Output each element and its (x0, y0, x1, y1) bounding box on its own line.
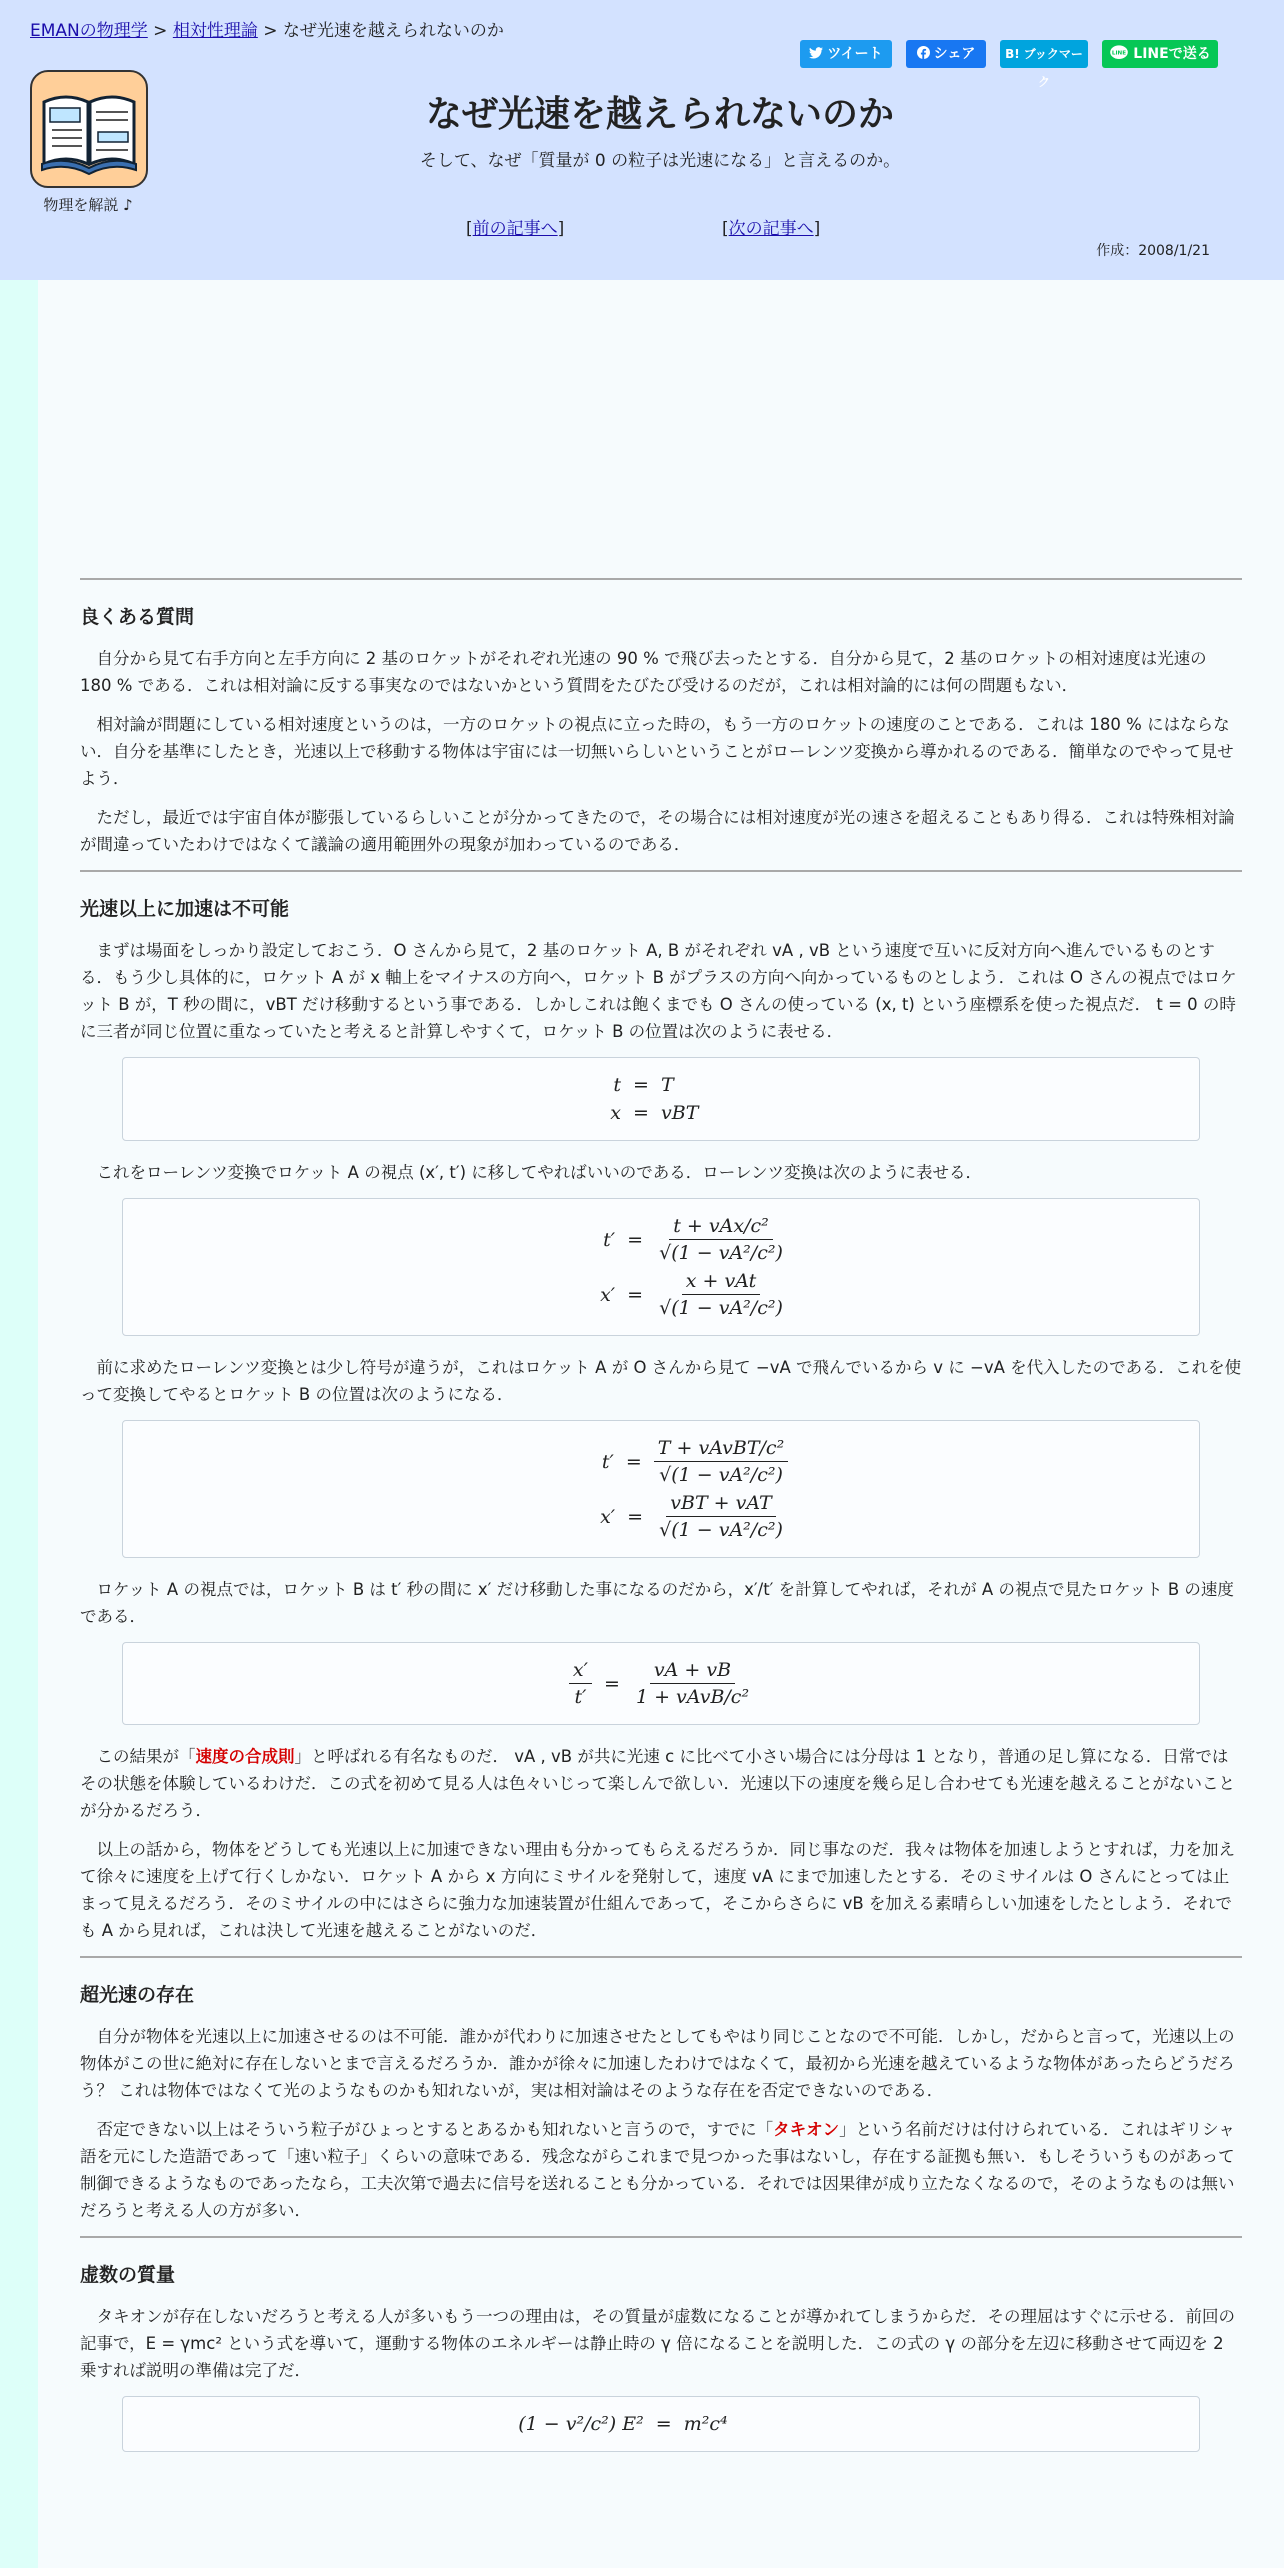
text: 否定できない以上はそういう粒子がひょっとするとあるかも知れないと言うので，すでに「 (96, 2120, 774, 2139)
bracket: [ (466, 219, 473, 239)
twitter-bird-icon (809, 40, 823, 68)
line-send-button[interactable] (1102, 40, 1218, 68)
hatena-b-icon: B! (1005, 47, 1020, 61)
text: 」と呼ばれる有名なものだ． vA , vB が共に光速 c に比べて小さい場合には分母は 1 となり，普通の足し算になる．日常ではその状態を体験しているわけだ．この式を初めて見る人は色々いじって楽しんで欲しい．光速以下の速度を幾ら足し合わせても光速を越えることがないことが分かるだろう． (80, 1747, 1235, 1820)
section-heading: 超光速の存在 (80, 1984, 195, 2006)
paragraph: ただし，最近では宇宙自体が膨張しているらしいことが分かってきたので，その場合には相対速度が光の速さを超えることもあり得る．これは特殊相対論が間違っていたわけではなくて議論の適用範囲外の現象が加わっているのである． (80, 808, 1235, 854)
facebook-share-button[interactable] (906, 40, 986, 68)
paragraph: 前に求めたローレンツ変換とは少し符号が違うが，これはロケット A が O さんから見て −vA で飛んでいるから v に −vA を代入したのである．これを使って変換してやるとロケット B の位置は次のようになる． (80, 1358, 1242, 1404)
page-subtitle: そして、なぜ「質量が 0 の粒子は光速になる」と言えるのか。 (419, 151, 901, 171)
denominator: √(1 − vA²/c²) (659, 1519, 783, 1541)
fraction (632, 1659, 753, 1708)
fraction (655, 1270, 787, 1319)
paragraph: これをローレンツ変換でロケット A の視点 (x′, t′) に移してやればいいのである．ローレンツ変換は次のように表せる． (96, 1163, 983, 1182)
bracket: [ (722, 219, 729, 239)
eq-rhs: T (661, 1074, 674, 1096)
text: 」という名前だけは付けられている．これはギリシャ語を元にした造語であって「速い粒子」くらいの意味である．残念ながらこれまで見つかった事はないし，存在する証拠も無い．もしそういうものがあって制御できるようなものであったなら，工夫次第で過去に信号を送れることも分かっている．それでは因果律が成り立たなくなるので，そのようなものは無いだろうと考える人の方が多い． (80, 2120, 1235, 2220)
bracket: ] (813, 219, 821, 239)
numerator: vBT + vAT (666, 1492, 775, 1517)
next-article-link[interactable]: 次の記事へ (728, 219, 814, 239)
eq-rhs: vBT (661, 1102, 699, 1124)
section-heading: 光速以上に加速は不可能 (80, 898, 290, 920)
paragraph (80, 2116, 1242, 2224)
prev-article-link[interactable]: 前の記事へ (472, 219, 558, 239)
breadcrumb-separator: > (153, 21, 168, 41)
paragraph: 相対論が問題にしている相対速度というのは，一方のロケットの視点に立った時の，もう一方のロケットの速度のことである．これは 180 % にはならない．自分を基準にしたとき，光速以上で移動する物体は宇宙には一切無いらしいということがローレンツ変換から導かれるのである．簡単なのでやって見せよう． (80, 715, 1234, 788)
equation-box: t′ = $\frac{\text{t + vAx/c²}}{\text{√(1 − vA²/c²)}}$ x′ = $\frac{\text{x + vAt}}{\text{√(1 − vA²/c²)}}$ (122, 1198, 1200, 1336)
eq-lhs: t′ (603, 1228, 616, 1251)
line-icon (1109, 40, 1129, 68)
paragraph: タキオンが存在しないだろうと考える人が多いもう一つの理由は，その質量が虚数になることが導かれてしまうからだ．その理屈はすぐに示せる．前回の記事で，E = γmc² という式を導いて，運動する物体のエネルギーは静止時の γ 倍になることを説明した．この式の γ の部分を左辺に移動させて両辺を 2 乗すれば説明の準備は完了だ． (80, 2307, 1235, 2380)
equation-box: (1 − v²/c²) E² = m²c⁴ (122, 2396, 1200, 2452)
fraction (655, 1215, 787, 1264)
section-divider (80, 2236, 1242, 2238)
ad-space (80, 280, 1242, 578)
eq-lhs: x′ (600, 1283, 616, 1306)
denominator: √(1 − vA²/c²) (659, 1242, 783, 1264)
numerator: x + vAt (682, 1270, 760, 1295)
page-header (0, 0, 1284, 280)
line-send-label: LINEで送る (1133, 46, 1211, 62)
paragraph (80, 1743, 1242, 1824)
tweet-button[interactable] (800, 40, 892, 68)
fraction (655, 1492, 787, 1541)
next-article-nav (722, 214, 820, 239)
left-sidebar-strip (0, 280, 38, 2568)
section-divider (80, 870, 1242, 872)
paragraph: ロケット A の視点では，ロケット B は t′ 秒の間に x′ だけ移動した事になるのだから，x′/t′ を計算してやれば，それが A の視点で見たロケット B の速度である． (80, 1580, 1234, 1626)
denominator: √(1 − vA²/c²) (659, 1297, 783, 1319)
creation-date: 作成：2008/1/21 (1096, 243, 1210, 259)
breadcrumb (30, 16, 504, 41)
breadcrumb-category-link[interactable]: 相対性理論 (172, 21, 258, 41)
highlight-term: タキオン (773, 2120, 840, 2139)
svg-text:LINE: LINE (1112, 50, 1127, 57)
text: この結果が「 (96, 1747, 196, 1766)
numerator: vA + vB (650, 1659, 735, 1684)
section-divider (80, 1956, 1242, 1958)
breadcrumb-separator: > (263, 21, 278, 41)
paragraph: まずは場面をしっかり設定しておこう．O さんから見て，2 基のロケット A, B がそれぞれ vA , vB という速度で互いに反対方向へ進んでいるものとする．もう少し具体的に，ロケット A が x 軸上をマイナスの方向へ，ロケット B がプラスの方向へ向かっているものとしよう．これは O さんの視点ではロケット B が，T 秒の間に，vBT だけ移動するという事である．しかしこれは飽くまでも O さんの使っている (x, t) という座標系を使った視点だ． t = 0 の時に三者が同じ位置に重なっていたと考えると計算しやすくて，ロケット B の位置は次のように表せる． (80, 941, 1237, 1041)
hatena-bookmark-label: ブックマーク (1023, 47, 1083, 89)
numerator: t + vAx/c² (669, 1215, 772, 1240)
open-book-icon (32, 72, 146, 186)
hatena-bookmark-button[interactable] (1000, 40, 1088, 89)
section-divider (80, 578, 1242, 580)
eq-lhs: t (613, 1074, 621, 1096)
paragraph: 以上の話から，物体をどうしても光速以上に加速できない理由も分かってもらえるだろうか．同じ事なのだ．我々は物体を加速しようとすれば，力を加えて徐々に速度を上げて行くしかない．ロケット A から x 方向にミサイルを発射して，速度 vA にまで加速したとする．そのミサイルは O さんにとっては止まって見えるだろう．そのミサイルの中にはさらに強力な加速装置が仕組んであって，そこからさらに vB を加える素晴らしい加速をしたとしよう．それでも A から見れば，これは決して光速を越えることがないのだ． (80, 1840, 1235, 1940)
fraction (569, 1659, 592, 1708)
fraction (654, 1437, 788, 1486)
paragraph: 自分が物体を光速以上に加速させるのは不可能．誰かが代わりに加速させたとしてもやはり同じことなので不可能．しかし，だからと言って，光速以上の物体がこの世に絶対に存在しないとまで言えるだろうか．誰かが徐々に加速したわけではなくて，最初から光速を越えているような物体があったらどうだろう？ これは物体ではなくて光のようなものかも知れないが，実は相対論はそのような存在を否定できないのである． (80, 2027, 1235, 2100)
denominator: √(1 − vA²/c²) (659, 1464, 783, 1486)
denominator: 1 + vAvB/c² (635, 1686, 750, 1708)
equation-box: t′ = $\frac{\text{T + vAvBT/c²}}{\text{√(1 − vA²/c²)}}$ x′ = $\frac{\text{vBT + vAT}}{\text{√(1 − vA²/c²)}}$ (122, 1420, 1200, 1558)
eq-lhs: t′ (601, 1450, 614, 1473)
eq-lhs: x (610, 1102, 621, 1124)
facebook-share-label: シェア (933, 46, 976, 62)
highlight-term: 速度の合成則 (195, 1747, 295, 1766)
denominator: t′ (574, 1686, 587, 1708)
numerator: x′ (569, 1659, 592, 1684)
bracket: ] (557, 219, 565, 239)
prev-article-nav (466, 214, 564, 239)
article-body (80, 280, 1242, 2470)
site-logo[interactable] (30, 70, 148, 188)
paragraph: 自分から見て右手方向と左手方向に 2 基のロケットがそれぞれ光速の 90 % で飛び去ったとする．自分から見て，2 基のロケットの相対速度は光速の 180 % である．これは相対論に反する事実なのではないかという質問をたびたび受けるのだが，これは相対論的には何の問題もない． (80, 649, 1207, 695)
breadcrumb-current: なぜ光速を越えられないのか (282, 21, 504, 41)
equation-box: $\frac{x'}{t'}$ = $\frac{vA + vB}{\text{1 + vAvB/c²}}$ (122, 1642, 1200, 1725)
page-title: なぜ光速を越えられないのか (425, 94, 894, 135)
breadcrumb-home-link[interactable]: EMANの物理学 (30, 21, 148, 41)
section-heading: 良くある質問 (80, 606, 195, 628)
eq-lhs: x′ (600, 1505, 616, 1528)
tweet-label: ツイート (827, 46, 883, 62)
eq-rhs: m²c⁴ (683, 2413, 728, 2435)
equation-box: t = T x = vBT (122, 1057, 1200, 1141)
section-heading: 虚数の質量 (80, 2264, 176, 2286)
eq-lhs: (1 − v²/c²) E² (518, 2413, 644, 2435)
logo-caption: 物理を解説 ♪ (43, 196, 133, 214)
numerator: T + vAvBT/c² (654, 1437, 788, 1462)
facebook-icon (917, 40, 930, 68)
